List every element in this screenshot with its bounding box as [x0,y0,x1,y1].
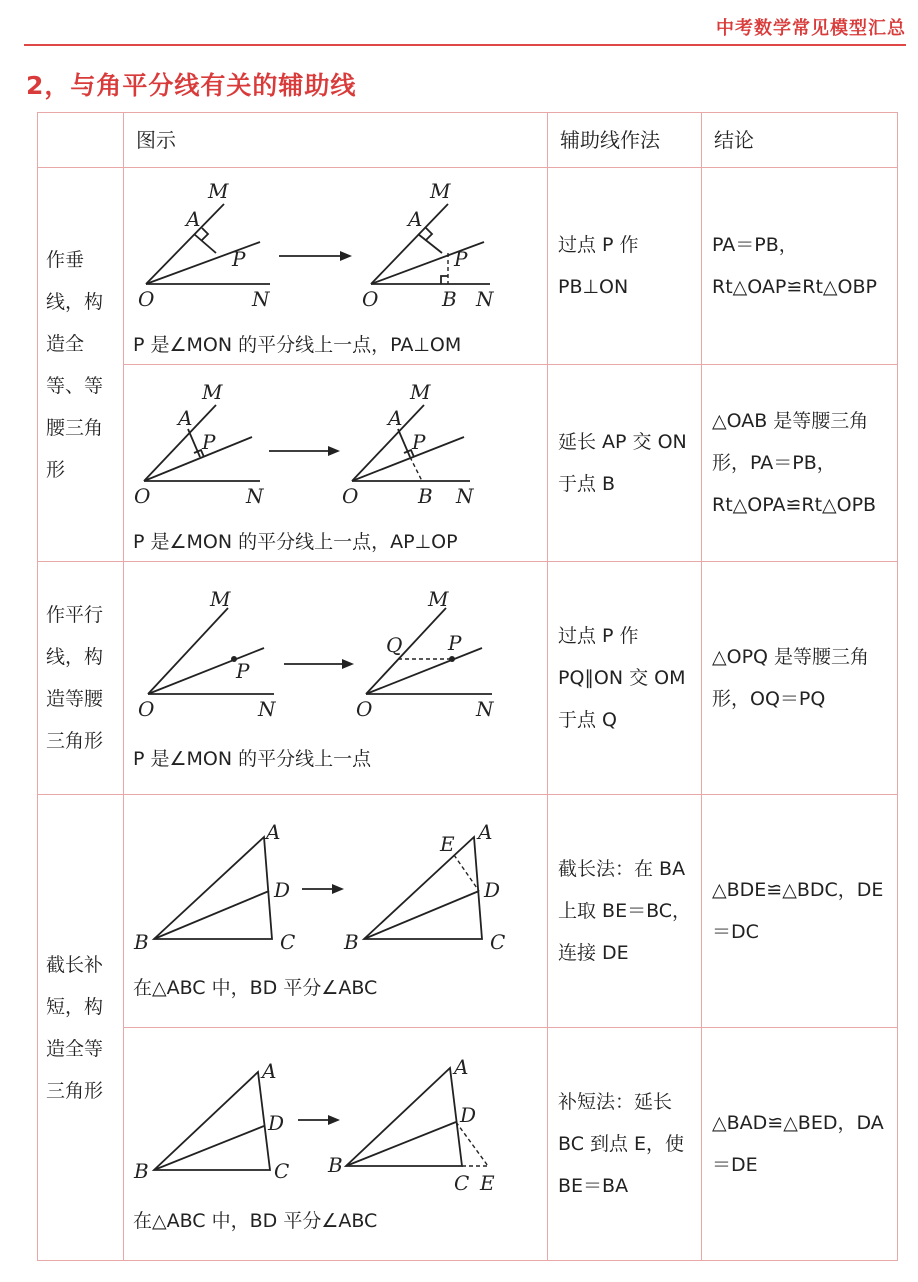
diagram-label: M [202,380,223,404]
diagram-cell [124,1028,548,1261]
conclusion-cell [702,168,898,365]
diagram-cell [124,795,548,1028]
diagram-label: P [232,247,246,271]
diagram-label: N [476,287,494,311]
diagram-label: B [442,287,457,311]
diagram-label: A [178,406,193,430]
category-cell [38,168,124,562]
diagram-caption: P 是∠MON 的平分线上一点，AP⊥OP [133,531,458,553]
header-conclusion: 结论 [702,113,898,168]
diagram-label: C [274,1159,290,1183]
header-method: 辅助线作法 [548,113,702,168]
diagram-label: B [134,930,149,954]
method-cell [548,168,702,365]
method-cell [548,795,702,1028]
diagram-label: B [328,1153,343,1177]
section-title: 2，与角平分线有关的辅助线 [26,71,357,100]
diagram-label: B [134,1159,149,1183]
method-text: 过点 P 作 PQ∥ON 交 OM 于点 Q [558,625,686,731]
table-row [38,168,898,365]
category-cell [38,795,124,1261]
diagram-label: P [454,247,468,271]
diagram-cell [124,562,548,795]
diagram-label: O [362,287,379,311]
method-text: 补短法：延长 BC 到点 E，使 BE＝BA [558,1091,685,1197]
diagram-caption: P 是∠MON 的平分线上一点，PA⊥OM [133,334,462,356]
conclusion-cell [702,1028,898,1261]
diagram-cell [124,365,548,562]
diagram-label: D [484,878,501,902]
diagram-label: O [134,484,151,508]
conclusion-text: △OAB 是等腰三角形，PA＝PB，Rt△OPA≌Rt△OPB [712,410,877,516]
diagram-label: D [274,878,291,902]
diagram-label: D [268,1111,285,1135]
diagram-label: O [356,697,373,721]
method-cell [548,365,702,562]
conclusion-cell [702,795,898,1028]
diagram-label: E [480,1171,495,1195]
diagram-label: A [478,820,493,844]
diagram-label: Q [386,633,403,657]
diagram-label: P [236,659,250,683]
diagram-label: M [208,179,229,203]
diagram-label: M [428,587,449,611]
method-cell [548,562,702,795]
diagram-label: A [262,1059,277,1083]
diagram-label: A [454,1055,469,1079]
header-blank [38,113,124,168]
diagram-label: P [202,430,216,454]
conclusion-cell [702,365,898,562]
diagram-caption: P 是∠MON 的平分线上一点 [133,748,372,770]
category-label: 作垂线，构造全等、等腰三角形 [46,248,104,481]
diagram-label: E [440,832,455,856]
table-row [38,795,898,1028]
table-row [38,365,898,562]
diagram-label: P [412,430,426,454]
method-text: 过点 P 作 PB⊥ON [558,234,639,298]
table-row [38,1028,898,1261]
diagram-label: M [210,587,231,611]
diagram-label: P [448,631,462,655]
diagram-label: A [388,406,403,430]
category-cell [38,562,124,795]
diagram-label: C [490,930,506,954]
conclusion-cell [702,562,898,795]
diagram-label: C [454,1171,470,1195]
conclusion-text: △BDE≌△BDC，DE＝DC [712,879,884,943]
diagram-label: B [418,484,433,508]
diagram-label: M [410,380,431,404]
conclusion-text: PA＝PB，Rt△OAP≌Rt△OBP [712,234,877,298]
diagram-label: O [138,697,155,721]
diagram-label: D [460,1103,477,1127]
diagram-caption: 在△ABC 中，BD 平分∠ABC [133,1210,378,1232]
conclusion-text: △BAD≌△BED，DA＝DE [712,1112,884,1176]
diagram-label: N [252,287,270,311]
diagram-caption: 在△ABC 中，BD 平分∠ABC [133,977,378,999]
diagram-label: O [342,484,359,508]
diagram-label: A [408,207,423,231]
diagram-label: M [430,179,451,203]
diagram-label: B [344,930,359,954]
diagram-label: N [246,484,264,508]
diagram-label: C [280,930,296,954]
method-text: 截长法：在 BA 上取 BE＝BC，连接 DE [558,858,692,964]
diagram-label: A [186,207,201,231]
header-diagram: 图示 [124,113,548,168]
header-rule [24,44,906,46]
category-label: 作平行线，构造等腰三角形 [46,604,104,752]
conclusion-text: △OPQ 是等腰三角形，OQ＝PQ [712,646,870,710]
header-brand: 中考数学常见模型汇总 [716,18,906,39]
table-header-row [38,113,898,168]
diagram-label: O [138,287,155,311]
method-text: 延长 AP 交 ON 于点 B [558,431,687,495]
diagram-label: A [266,820,281,844]
auxiliary-line-table [37,112,898,1261]
table-row [38,562,898,795]
diagram-label: N [476,697,494,721]
category-label: 截长补短，构造全等三角形 [46,953,104,1102]
diagram-label: N [258,697,276,721]
diagram-label: N [456,484,474,508]
diagram-cell [124,168,548,365]
method-cell [548,1028,702,1261]
